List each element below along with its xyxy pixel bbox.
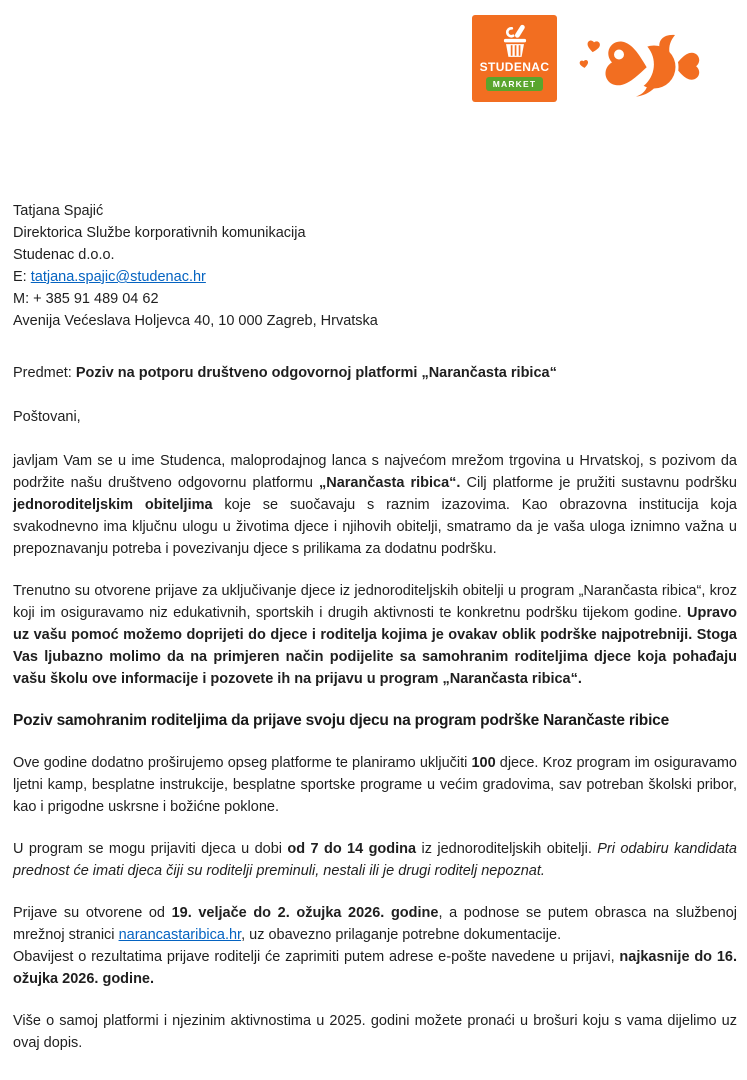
- sender-title: Direktorica Službe korporativnih komunikacija: [13, 225, 306, 241]
- paragraph-brochure: Više o samoj platformi i njezinim aktivnostima u 2025. godini možete pronaći u brošuri koju s vama dijelimo uz ovaj dopis.: [13, 1013, 737, 1051]
- text-run: , uz obavezno prilaganje potrebne dokumentacije.: [241, 927, 562, 943]
- paragraph-intro: [13, 450, 737, 560]
- studenac-logo: [472, 15, 557, 102]
- shopping-basket-icon: [494, 22, 536, 60]
- studenac-wordmark: STUDENAC: [479, 60, 550, 74]
- subject-line: [13, 362, 737, 384]
- bold-run: najkasnije do 16. ožujka 2026. godine.: [13, 949, 737, 987]
- email-link[interactable]: tatjana.spajic@studenac.hr: [30, 269, 206, 285]
- salutation: Poštovani,: [13, 409, 81, 425]
- sender-company: Studenac d.o.o.: [13, 247, 115, 263]
- sender-mobile: M: + 385 91 489 04 62: [13, 291, 159, 307]
- italic-run: Pri odabiru kandidata prednost će imati djeca čiji su roditelji preminuli, nestali ili je drugi roditelj nepoznat.: [13, 841, 738, 879]
- paragraph-application: [13, 902, 737, 990]
- text-run: Trenutno su otvorene prijave za uključivanje djece iz jednoroditeljskih obitelji u program „Narančasta ribica“, kroz koji im osiguravamo niz edukativnih, sportskih i drugih aktivnosti te konkretnu podršku tijekom godine.: [13, 583, 737, 621]
- text-run: U program se mogu prijaviti djeca u dobi: [13, 841, 288, 857]
- sender-block: [13, 200, 737, 332]
- bold-run: 100: [471, 755, 496, 771]
- paragraph-program-scope: [13, 752, 737, 818]
- text-run: koje se suočavaju s raznim izazovima. Kao obrazovna institucija koja svakodnevno ima ključnu ulogu u životima djece i njihovih obitelji, smatramo da je vaša uloga iznimno važna u prepoznavanju potreba i povezivanju djece s prilikama za dodatnu podršku.: [13, 497, 737, 557]
- text-run: iz jednoroditeljskih obitelji.: [416, 841, 598, 857]
- text-run: djece. Kroz program im osiguravamo ljetni kamp, besplatne instrukcije, besplatne sportske programe u većim gradovima, sav potreban školski pribor, kao i prigodne uskrsne i božićne poklone.: [13, 755, 737, 815]
- text-run: Obavijest o rezultatima prijave roditelji će zaprimiti putem adrese e-pošte navedene u prijavi,: [13, 949, 620, 965]
- subject-label: Predmet:: [13, 365, 76, 381]
- website-link[interactable]: narancastaribica.hr: [118, 927, 242, 943]
- bold-run: „Narančasta ribica“.: [318, 475, 461, 491]
- bold-run: od 7 do 14 godina: [287, 841, 417, 857]
- text-run: Prijave su otvorene od: [13, 905, 172, 921]
- text-run: javljam Vam se u ime Studenca, maloprodajnog lanca s najvećom mrežom trgovina u Hrvatskoj, s pozivom da podržite našu društveno odgovornu platformu: [13, 453, 737, 491]
- paragraph-eligibility: [13, 838, 737, 882]
- sender-name: Tatjana Spajić: [13, 203, 104, 219]
- text-run: Cilj platforme je pružiti sustavnu podršku: [460, 475, 737, 491]
- bold-run: 19. veljače do 2. ožujka 2026. godine: [171, 905, 439, 921]
- market-badge: MARKET: [486, 77, 544, 91]
- heart-fish-logo-icon: [578, 33, 702, 97]
- text-run: Ove godine dodatno proširujemo opseg platforme te planiramo uključiti: [13, 755, 472, 771]
- text-run: , a podnose se putem obrasca na službenoj mrežnoj stranici: [13, 905, 737, 943]
- section-heading: Poziv samohranim roditeljima da prijave svoju djecu na program podrške Narančaste ribice: [13, 712, 670, 729]
- bold-run: jednoroditeljskim obiteljima: [13, 497, 213, 513]
- email-label: E:: [13, 269, 31, 285]
- bold-run: Upravo uz vašu pomoć možemo doprijeti do djece i roditelja kojima je ovakav oblik podrške najpotrebniji. Stoga Vas ljubazno molimo da na primjeren način podijelite sa samohranim roditeljima djece koja pohađaju vašu školu ove informacije i pozovete ih na prijavu u program „Narančasta ribica“.: [13, 605, 737, 687]
- sender-address: Avenija Većeslava Holjevca 40, 10 000 Zagreb, Hrvatska: [13, 313, 378, 329]
- paragraph-enrollment: [13, 580, 737, 690]
- sender-email-line: [13, 266, 737, 288]
- subject-title: Poziv na potporu društveno odgovornoj platformi „Narančasta ribica“: [75, 365, 557, 381]
